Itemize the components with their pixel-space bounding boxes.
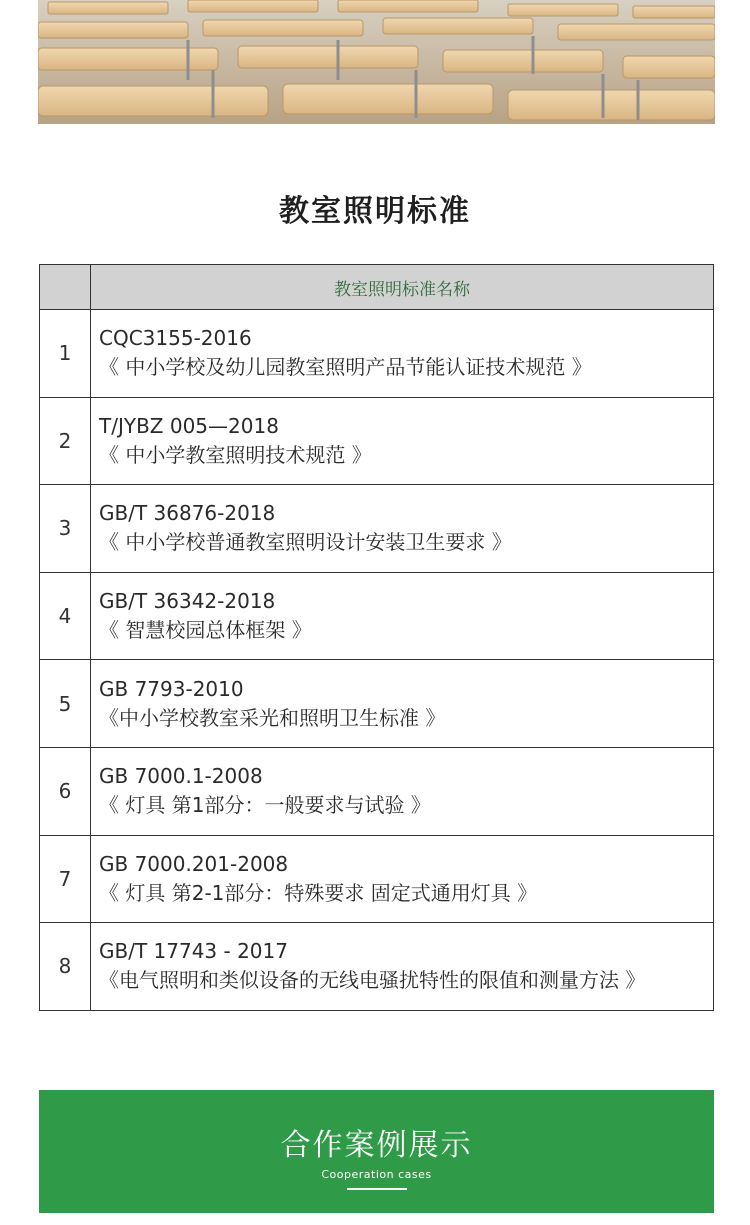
row-content (91, 747, 714, 835)
row-index: 8 (40, 923, 91, 1011)
standard-code: GB/T 17743 - 2017 (99, 939, 288, 964)
table-row (40, 923, 714, 1011)
row-content (91, 572, 714, 660)
section-title: 教室照明标准 (279, 194, 471, 229)
standard-name: 《 中小学教室照明技术规范 》 (99, 442, 372, 467)
standard-name: 《 智慧校园总体框架 》 (99, 618, 312, 643)
row-index: 2 (40, 397, 91, 485)
standard-code: GB 7000.1-2008 (99, 764, 263, 789)
standard-code: GB/T 36876-2018 (99, 501, 276, 526)
table-row (40, 397, 714, 485)
table-header-index (40, 265, 91, 310)
standard-code: CQC3155-2016 (99, 326, 252, 351)
standards-table (39, 264, 714, 1011)
table-header-name: 教室照明标准名称 (91, 265, 714, 310)
table-row (40, 747, 714, 835)
standard-code: GB/T 36342-2018 (99, 589, 276, 614)
standard-name: 《 灯具 第1部分：一般要求与试验 》 (99, 793, 431, 818)
cooperation-cases-banner[interactable] (39, 1090, 714, 1213)
standard-code: GB 7000.201-2008 (99, 851, 289, 876)
row-content (91, 310, 714, 398)
table-row (40, 572, 714, 660)
row-index: 7 (40, 835, 91, 923)
standard-name: 《 中小学校及幼儿园教室照明产品节能认证技术规范 》 (99, 355, 592, 380)
row-index: 3 (40, 485, 91, 573)
banner-underline (347, 1188, 407, 1190)
row-index: 6 (40, 747, 91, 835)
row-index: 4 (40, 572, 91, 660)
row-content (91, 835, 714, 923)
table-row (40, 310, 714, 398)
row-index: 1 (40, 310, 91, 398)
table-row (40, 660, 714, 748)
standard-code: GB 7793-2010 (99, 676, 244, 701)
standard-name: 《 中小学校普通教室照明设计安装卫生要求 》 (99, 530, 512, 555)
row-content (91, 485, 714, 573)
classroom-photo (38, 0, 715, 124)
standard-name: 《电气照明和类似设备的无线电骚扰特性的限值和测量方法 》 (99, 968, 646, 993)
row-content (91, 397, 714, 485)
standard-name: 《 灯具 第2-1部分：特殊要求 固定式通用灯具 》 (99, 880, 538, 905)
table-row (40, 835, 714, 923)
banner-subtitle: Cooperation cases (321, 1168, 432, 1181)
row-index: 5 (40, 660, 91, 748)
table-row (40, 485, 714, 573)
standard-code: T/JYBZ 005—2018 (99, 413, 279, 438)
row-content (91, 923, 714, 1011)
row-content (91, 660, 714, 748)
banner-title: 合作案例展示 (280, 1128, 473, 1163)
standard-name: 《中小学校教室采光和照明卫生标准 》 (99, 705, 446, 730)
